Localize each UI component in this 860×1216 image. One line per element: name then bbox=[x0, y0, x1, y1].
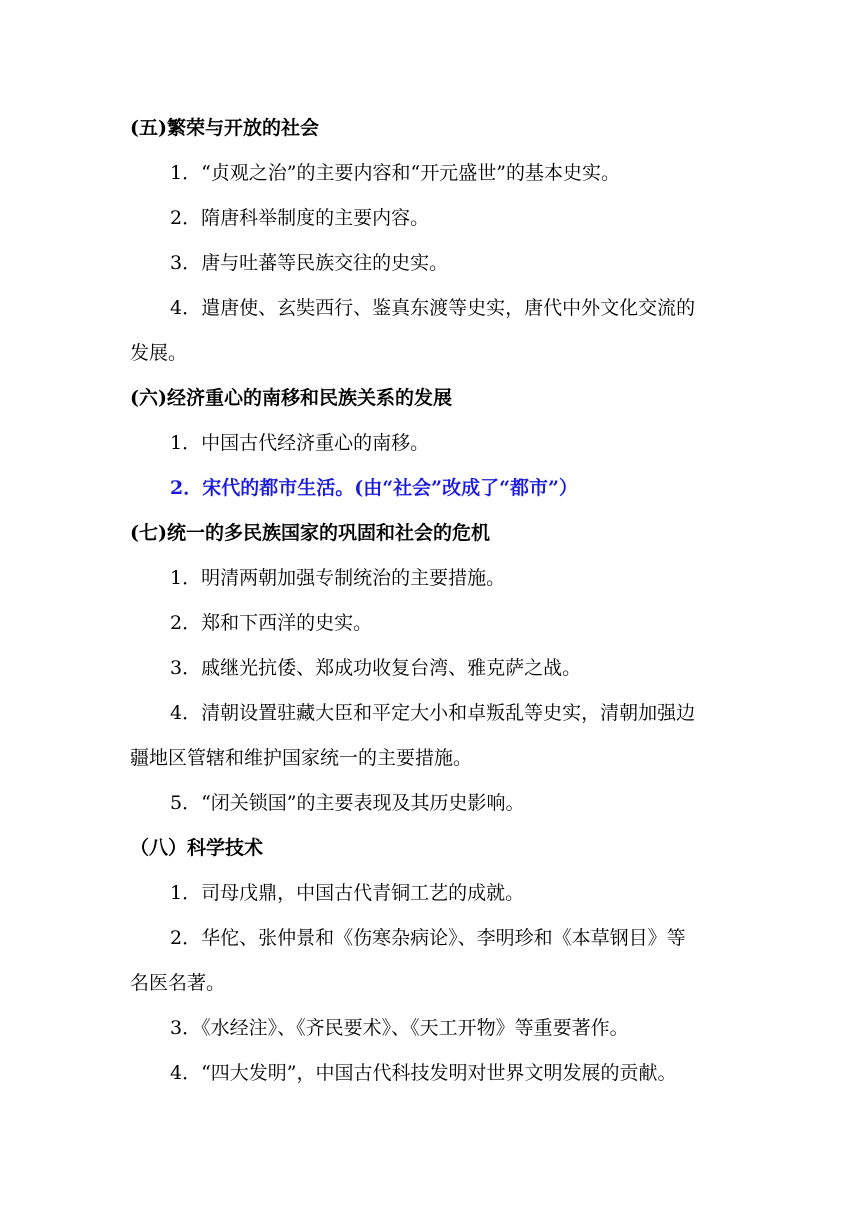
list-item: 2．郑和下西洋的史实。 bbox=[170, 612, 373, 634]
list-item: 3．唐与吐蕃等民族交往的史实。 bbox=[170, 252, 449, 274]
section-heading-5: (五)繁荣与开放的社会 bbox=[130, 117, 319, 139]
list-item-continuation: 名医名著。 bbox=[130, 972, 226, 994]
highlighted-list-item: 2．宋代的都市生活。(由“社会”改成了“都市”） bbox=[170, 477, 578, 499]
list-item: 1．中国古代经济重心的南移。 bbox=[170, 432, 430, 454]
list-item: 2．华佗、张仲景和《伤寒杂病论》、李明珍和《本草钢目》等 bbox=[170, 927, 686, 949]
list-item: 5．“闭关锁国”的主要表现及其历史影响。 bbox=[170, 792, 525, 814]
section-heading-6: (六)经济重心的南移和民族关系的发展 bbox=[130, 387, 452, 409]
list-item: 3．《水经注》、《齐民要术》、《天工开物》等重要著作。 bbox=[170, 1017, 629, 1039]
list-item-continuation: 发展。 bbox=[130, 342, 188, 364]
section-heading-7: (七)统一的多民族国家的巩固和社会的危机 bbox=[130, 522, 490, 544]
section-heading-8: （八）科学技术 bbox=[130, 837, 264, 859]
list-item: 2．隋唐科举制度的主要内容。 bbox=[170, 207, 430, 229]
list-item: 4．遣唐使、玄奘西行、鉴真东渡等史实，唐代中外文化交流的 bbox=[170, 297, 696, 319]
list-item: 4．清朝设置驻藏大臣和平定大小和卓叛乱等史实，清朝加强边 bbox=[170, 702, 696, 724]
list-item: 1．明清两朝加强专制统治的主要措施。 bbox=[170, 567, 506, 589]
list-item: 3．戚继光抗倭、郑成功收复台湾、雅克萨之战。 bbox=[170, 657, 582, 679]
list-item: 1．“贞观之治”的主要内容和“开元盛世”的基本史实。 bbox=[170, 162, 620, 184]
list-item: 4．“四大发明”，中国古代科技发明对世界文明发展的贡献。 bbox=[170, 1062, 677, 1084]
list-item: 1．司母戊鼎，中国古代青铜工艺的成就。 bbox=[170, 882, 525, 904]
list-item-continuation: 疆地区管辖和维护国家统一的主要措施。 bbox=[130, 747, 473, 769]
